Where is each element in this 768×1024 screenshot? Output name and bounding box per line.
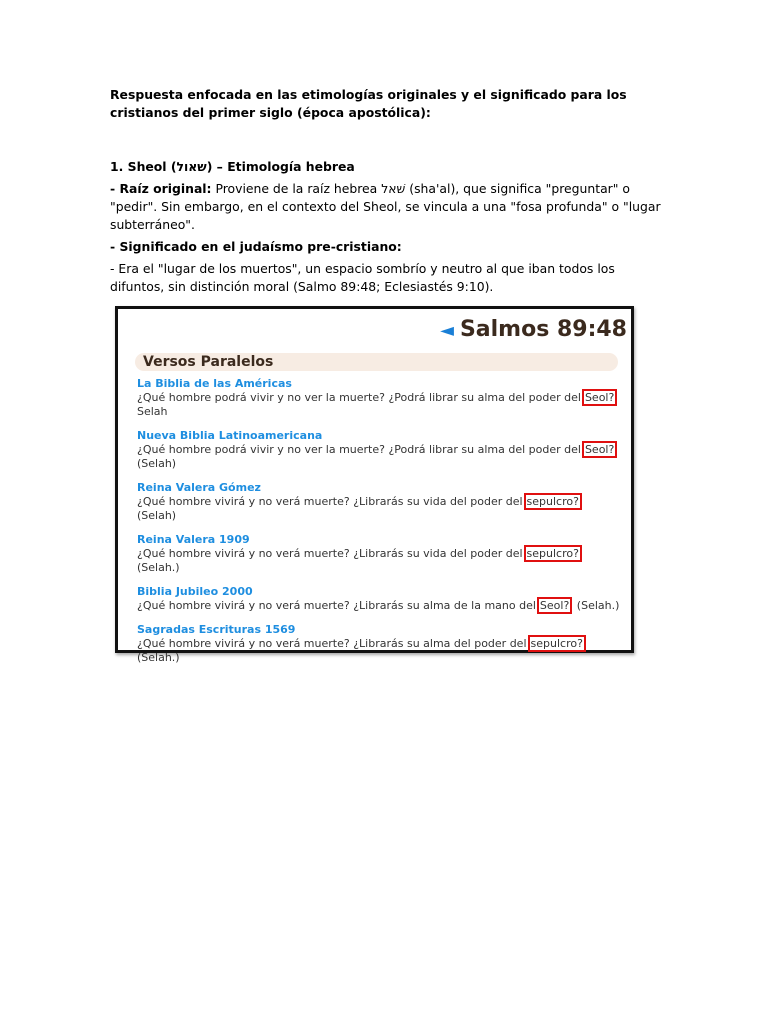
version-link[interactable]: Sagradas Escrituras 1569 (137, 623, 296, 636)
verse-text-after: (Selah) (137, 509, 177, 522)
verse-entry (137, 623, 622, 665)
highlighted-word: sepulcro? (524, 493, 582, 510)
verse-text-after: (Selah.) (137, 561, 180, 574)
reference-text: Salmos 89:48 (459, 317, 627, 342)
verse-reference (440, 317, 627, 342)
highlighted-word: Seol? (537, 597, 572, 614)
section-header (135, 353, 618, 371)
version-link[interactable]: Nueva Biblia Latinoamericana (137, 429, 323, 442)
version-link[interactable]: Reina Valera 1909 (137, 533, 250, 546)
verse-text-before: ¿Qué hombre podrá vivir y no ver la muerte? ¿Podrá librar su alma del poder del (137, 443, 581, 456)
raiz-paragraph (110, 180, 670, 234)
verse-text-after: (Selah.) (573, 599, 620, 612)
embedded-screenshot (115, 306, 634, 664)
verse-text (137, 547, 622, 575)
significado-text: - Era el "lugar de los muertos", un espacio sombrío y neutro al que iban todos los difuntos, sin distinción moral (Salmo 89:48; Eclesiastés 9:10). (110, 261, 615, 294)
section-heading: 1. Sheol (שאול) – Etimología hebrea (110, 159, 355, 174)
back-arrow-icon[interactable]: ◄ (440, 320, 454, 341)
verse-text-after: (Selah.) (137, 651, 180, 664)
verse-text (137, 637, 622, 665)
version-link[interactable]: Biblia Jubileo 2000 (137, 585, 253, 598)
raiz-label: - Raíz original: (110, 181, 212, 196)
verse-text-before: ¿Qué hombre vivirá y no verá muerte? ¿Librarás su vida del poder del (137, 495, 523, 508)
document-body (110, 86, 670, 296)
verse-entry (137, 533, 622, 575)
verse-text (137, 443, 622, 471)
verse-text-before: ¿Qué hombre vivirá y no verá muerte? ¿Librarás su alma del poder del (137, 637, 527, 650)
verse-text-after: Selah (137, 405, 168, 418)
highlighted-word: Seol? (582, 441, 617, 458)
verse-text (137, 599, 622, 613)
version-link[interactable]: La Biblia de las Américas (137, 377, 292, 390)
highlighted-word: Seol? (582, 389, 617, 406)
version-link[interactable]: Reina Valera Gómez (137, 481, 261, 494)
verse-entry (137, 377, 622, 419)
intro-paragraph: Respuesta enfocada en las etimologías originales y el significado para los cristianos del primer siglo (época apostólica): (110, 87, 627, 120)
highlighted-word: sepulcro? (524, 545, 582, 562)
raiz-text: Proviene de la raíz hebrea שׁאל (sha'al), que significa "preguntar" o "pedir". Sin embargo, en el contexto del Sheol, se vincula a una "fosa profunda" o "lugar subterráneo". (110, 181, 661, 232)
verse-text-after: (Selah) (137, 457, 177, 470)
significado-label: - Significado en el judaísmo pre-cristiano: (110, 239, 402, 254)
verse-entry (137, 585, 622, 613)
verse-text (137, 391, 622, 419)
parallel-verses-list (137, 377, 622, 675)
verse-text (137, 495, 622, 523)
verse-text-before: ¿Qué hombre vivirá y no verá muerte? ¿Librarás su vida del poder del (137, 547, 523, 560)
verse-entry (137, 429, 622, 471)
verse-entry (137, 481, 622, 523)
section-title: Versos Paralelos (143, 354, 274, 370)
highlighted-word: sepulcro? (528, 635, 586, 652)
verse-text-before: ¿Qué hombre podrá vivir y no ver la muerte? ¿Podrá librar su alma del poder del (137, 391, 581, 404)
verse-text-before: ¿Qué hombre vivirá y no verá muerte? ¿Librarás su alma de la mano del (137, 599, 536, 612)
